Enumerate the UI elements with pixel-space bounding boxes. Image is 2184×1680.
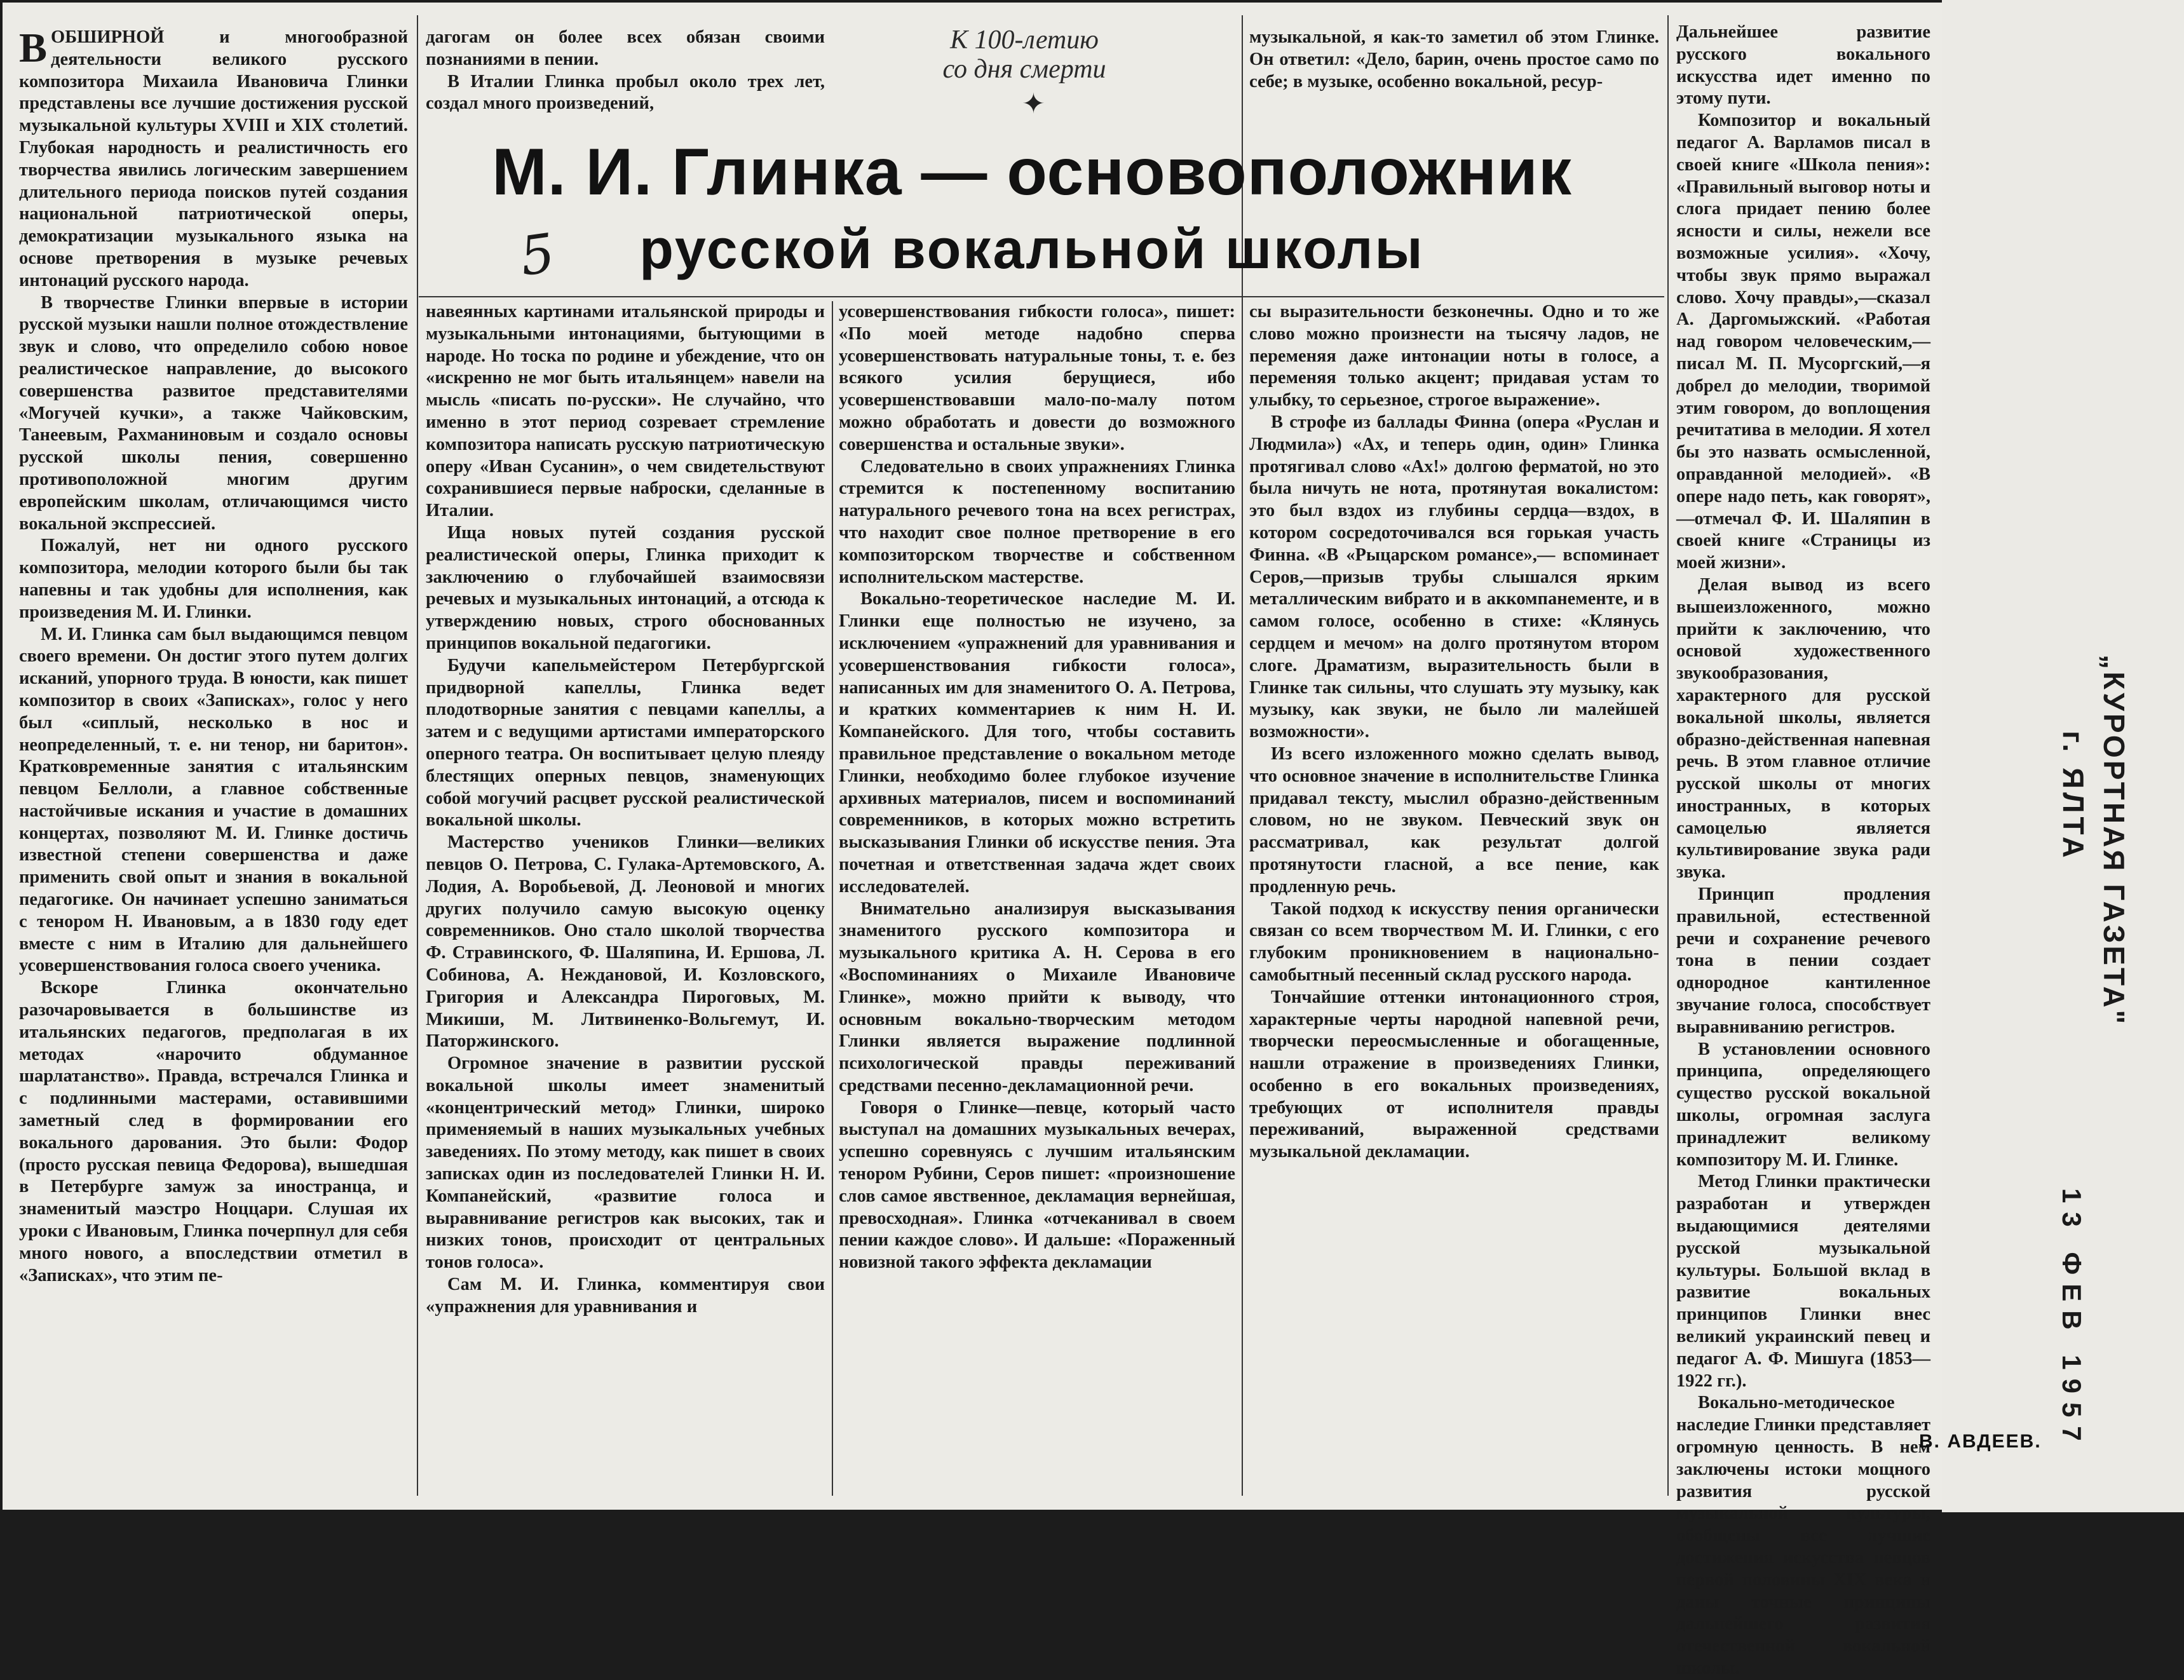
paragraph: Композитор и вокальный педагог А. Варламов писал в своей книге «Школа пения»: «Правильный выговор ноты и слога придает пению более ясности и силы, нежели все возможные усилия». «Хочу, чтобы звук прямо выражал слово. Хочу правды»,—сказал А. Даргомыжский. «Работая над говором человеческим,—писал М. П. Мусоргский,—я добрел до мелодии, творимой этим говором, до воплощения речитатива в мелодии. Я хотел бы это назвать осмысленной, оправданной мелодией». «В опере надо петь, как говорят»,—отмечал Ф. И. Шаляпин в своей книге «Страницы из моей жизни».: [1676, 111, 1930, 573]
paragraph: сы выразительности безконечны. Одно и то же слово можно произнести на тысячу ладов, не переменяя даже интонации ноты в голосе, а переменяя только акцент; придавая устам то улыбку, то серьезное, строгое выражение».: [1249, 302, 1659, 410]
paragraph: Огромное значение в развитии русской вокальной школы имеет знаменитый «концентрический метод» Глинки, широко применяемый в наших музыкальных учебных заведениях. По этому методу, как пишет в своих записках один из последователей Глинки Н. И. Компанейский, «развитие голоса и выравнивание регистров как высоких, так и низких тонов, происходит от центральных тонов голоса».: [426, 1053, 825, 1273]
paragraph: Ища новых путей создания русской реалистической оперы, Глинка приходит к заключению о глубочайшей взаимосвязи речевых и музыкальных интонаций, а отсюда к утверждению новых, строго обоснованных принципов вокальной педагогики.: [426, 522, 825, 653]
paragraph: Вокально-методическое наследие Глинки представляет огромную ценность. В нем заключены истоки мощного развития русской музыкальной культуры, обобщены все лучшие достижения искусства певцов первой половины XIX века и даны точные принципы дальнейшего развития отечественной вокальной школы.: [1676, 1393, 1930, 1678]
paragraph: М. И. Глинка сам был выдающимся певцом своего времени. Он достиг этого путем долгих исканий, упорного труда. В юности, как пишет композитор в своих «Записках», голос у него был «сиплый, несколько в нос и неопределенный, т. е. ни тенор, ни баритон». Кратковременные занятия с итальянским певцом Беллоли, а главное собственные настойчивые искания и участие в домашних концертах, позволяют М. И. Глинке достичь известной степени совершенства и даже применить свой опыт и знания в вокальной педагогике. Он начинает успешно заниматься с тенором Н. Ивановым, а в 1830 году едет вместе с ним в Италию для дальнейшего усовершенствования голоса своего ученика.: [19, 624, 408, 976]
paragraph: Тончайшие оттенки интонационного строя, характерные черты народной напевной речи, творчески переосмысленные и обогащенные, нашли отражение в произведениях Глинки, особенно в его вокальных произведениях, требующих от исполнителя правды переживаний, выраженной средствами музыкальной декламации.: [1249, 987, 1659, 1162]
paragraph: Мастерство учеников Глинки—великих певцов О. Петрова, С. Гулака-Артемовского, А. Лодия, А. Воробьевой, Д. Леоновой и многих других получило самую высокую оценку современников. Оно стало школой творчества Ф. Стравинского, Ф. Шаляпина, И. Ершова, Л. Собинова, А. Неждановой, И. Козловского, Григория и Александра Пироговых, М. Микиши, М. Литвиненко-Вольгемут, И. Паторжинского.: [426, 832, 825, 1052]
article-kicker: [885, 25, 1164, 84]
column-2-top: [426, 27, 825, 115]
kicker-text: К 100-летию со дня смерти: [942, 25, 1106, 84]
column-2: [426, 301, 825, 1318]
headline-rule: [419, 296, 1664, 297]
paragraph: В Италии Глинка пробыл около трех лет, создал много произведений,: [426, 71, 825, 114]
newspaper-clipping: [3, 3, 1930, 1678]
stamp-newspaper-name: „КУРОРТНАЯ ГАЗЕТА": [2098, 654, 2131, 1027]
drop-cap: В: [19, 25, 48, 71]
paragraph: ВОБШИРНОЙ и многообразной деятельности великого русского композитора Михаила Ивановича Глинки представлены все лучшие достижения русской музыкальной культуры XVIII и XIX столетий. Глубокая народность и реалистичность его творчества явились логическим завершением длительного периода поисков путей создания национальной патриотической оперы, демократизации музыкального языка на основе претворения в музыке речевых интонаций русского народа.: [19, 25, 408, 290]
column-rule: [417, 15, 418, 1496]
column-rule: [832, 301, 833, 1496]
paragraph: Внимательно анализируя высказывания знаменитого русского композитора и музыкального критика А. Н. Серова в его «Воспоминаниях о Михаиле Ивановиче Глинке», можно прийти к выводу, что основным вокально-творческим методом Глинки является выражение подлинной психологической правды переживаний средствами песенно-декламационной речи.: [839, 898, 1235, 1095]
paragraph: Будучи капельмейстером Петербургской придворной капеллы, Глинка ведет плодотворные занятия с певцами капеллы, а затем и с ведущими артистами императорского оперного театра. Он воспитывает целую плеяду блестящих оперных певцов, знаменующих собой могучий расцвет русской реалистической вокальной школы.: [426, 655, 825, 830]
column-1: [19, 27, 408, 1287]
paragraph: В установлении основного принципа, определяющего существо русской вокальной школы, огромная заслуга принадлежит великому композитору М. И. Глинке.: [1676, 1039, 1930, 1170]
paragraph: Сам М. И. Глинка, комментируя свои «упражнения для уравнивания и: [426, 1275, 825, 1317]
paragraph: Принцип продления правильной, естественной речи и сохранение речевого тона в пении создает однородное кантиленное звучание голоса, способствует выравниванию регистров.: [1676, 884, 1930, 1037]
column-4: [1249, 301, 1659, 1163]
handwritten-mark: 5: [516, 221, 559, 288]
paragraph: Делая вывод из всего вышеизложенного, можно прийти к заключению, что основой художественного звукообразования, характерного для русской вокальной школы, является образно-действенная напевная речь. В этом главное отличие русской школы от многих иностранных, в которых самоцелью является культивирование звука ради звука.: [1676, 574, 1930, 883]
headline-line-1: М. И. Глинка — основоположник: [492, 135, 1572, 209]
author-signature: В. АВДЕЕВ.: [1919, 1431, 2042, 1452]
paragraph: Такой подход к искусству пения органически связан со всем творчеством М. И. Глинки, с его глубоким проникновением в национально-самобытный песенный склад русского народа.: [1249, 898, 1659, 985]
paragraph: Следовательно в своих упражнениях Глинка стремится к постепенному воспитанию натурального речевого тона на всех регистрах, что находит свое полное претворение в его композиторском творчестве и собственном исполнительском мастерстве.: [839, 456, 1235, 587]
paragraph: дагогам он более всех обязан своими познаниями в пении.: [426, 27, 825, 69]
column-5: [1676, 22, 1930, 1680]
headline-line-2: русской вокальной школы: [639, 217, 1425, 280]
stamp-date: 13 ФЕВ 1957: [2057, 1188, 2087, 1450]
paragraph: навеянных картинами итальянской природы и музыкальными интонациями, бытующими в народе. Но тоска по родине и убеждение, что он «искренно не мог быть итальянцем» навели на мысль «писать по-русски». Не случайно, что именно в этот период созревает стремление композитора написать русскую патриотическую оперу «Иван Сусанин», о чем свидетельствуют сохранившиеся первые наброски, сделанные в Италии.: [426, 302, 825, 521]
column-3: [839, 301, 1235, 1274]
paragraph: В творчестве Глинки впервые в истории русской музыки нашли полное отождествление звук и слово, что определило собою новое реалистическое направление, до высокого совершенства развитое представителями «Могучей кучки», а также Чайковским, Танеевым, Рахманиновым и создало основы русской школы пения, совершенно противоположной многим другим европейским школам, отличающимся чисто вокальной экспрессией.: [19, 292, 408, 534]
paragraph: Говоря о Глинке—певце, который часто выступал на домашних музыкальных вечерах, успешно соревнуясь с лучшим итальянским тенором Рубини, Серов пишет: «произношение слов самое явственное, декламация вернейшая, превосходная». Глинка «отчеканивал в своем пении каждое слово». И дальше: «Пораженный новизной такого эффекта декламации: [839, 1097, 1235, 1273]
paragraph: В строфе из баллады Финна (опера «Руслан и Людмила») «Ах, и теперь один, один» Глинка протягивал слово «Ах!» долгою ферматой, но это была ничуть не нота, протянутая вокалистом: это был вздох из глубины сердца—вздох, в котором сосредоточивался вся горькая участь Финна. «В «Рыцарском романсе»,— вспоминает Серов,—призыв трубы слышался ярким металлическим вибрато и в аккомпанементе, и в самом голосе, особенно в стихе: «Клянусь сердцем и мечом» на долго протянутом втором слоге. Драматизм, выразительность были в Глинке так сильны, что слушать эту музыку, как музыку, как звуки, не было ли малейшей возможности».: [1249, 412, 1659, 742]
column-rule: [1667, 15, 1669, 1496]
star-ornament: ✦: [1022, 88, 1045, 120]
stamp-city: г. ЯЛТА: [2057, 731, 2090, 862]
paragraph: Дальнейшее развитие русского вокального искусства идет именно по этому пути.: [1676, 22, 1930, 109]
article-headline: [485, 133, 1578, 287]
paragraph: усовершенствования гибкости голоса», пишет: «По моей методе надобно сперва усовершенствовать натуральные тоны, т. е. без всякого усилия берущиеся, ибо усовершенствовавши мало-по-малу потом можно обработать и довести до возможного совершенства и остальные звуки».: [839, 302, 1235, 454]
paragraph: Из всего изложенного можно сделать вывод, что основное значение в исполнительстве Глинка придавал тексту, мыслил образно-действенным словом, но не звуком. Певческий звук он рассматривал, как результат долгой протянутости гласной, а все пение, как продленную речь.: [1249, 743, 1659, 897]
paragraph: Пожалуй, нет ни одного русского композитора, мелодии которого были бы так напевны и так удобны для исполнения, как произведения М. И. Глинки.: [19, 536, 408, 622]
paragraph: Вокально-теоретическое наследие М. И. Глинки еще полностью не изучено, за исключением «упражнений для уравнивания и усовершенствования гибкости голоса», написанных им для знаменитого О. А. Петрова, и кратких комментариев к ним Н. И. Компанейского. Для того, чтобы составить правильное представление о вокальном методе Глинки, необходимо более глубокое изучение архивных материалов, писем и воспоминаний современников, в которых можно встретить высказывания Глинки об искусстве пения. Эта почетная и ответственная задача ждет своих исследователей.: [839, 589, 1235, 897]
paragraph: музыкальной, я как-то заметил об этом Глинке. Он ответил: «Дело, барин, очень простое само по себе; в музыке, особенно вокальной, ресур-: [1249, 27, 1659, 91]
paragraph: Метод Глинки практически разработан и утвержден выдающимися деятелями русской музыкальной культуры. Большой вклад в развитие вокальных принципов Глинки внес великий украинский певец и педагог А. Ф. Мишуга (1853—1922 гг.).: [1676, 1172, 1930, 1391]
paragraph: Вскоре Глинка окончательно разочаровывается в большинстве из итальянских педагогов, предполагая в их методах «нарочито обдуманное шарлатанство». Правда, встречался Глинка и с подлинными мастерами, оставившими заметный след в формировании его вокального дарования. Это были: Фодор (просто русская певица Федорова), вышедшая в Петербурге замуж за иностранца, и знаменитый маэстро Ноццари. Слушая их уроки с Ивановым, Глинка почерпнул для себя много нового, а впоследствии отметил в «Записках», что этим пе-: [19, 978, 408, 1285]
column-5-top: [1249, 27, 1659, 93]
